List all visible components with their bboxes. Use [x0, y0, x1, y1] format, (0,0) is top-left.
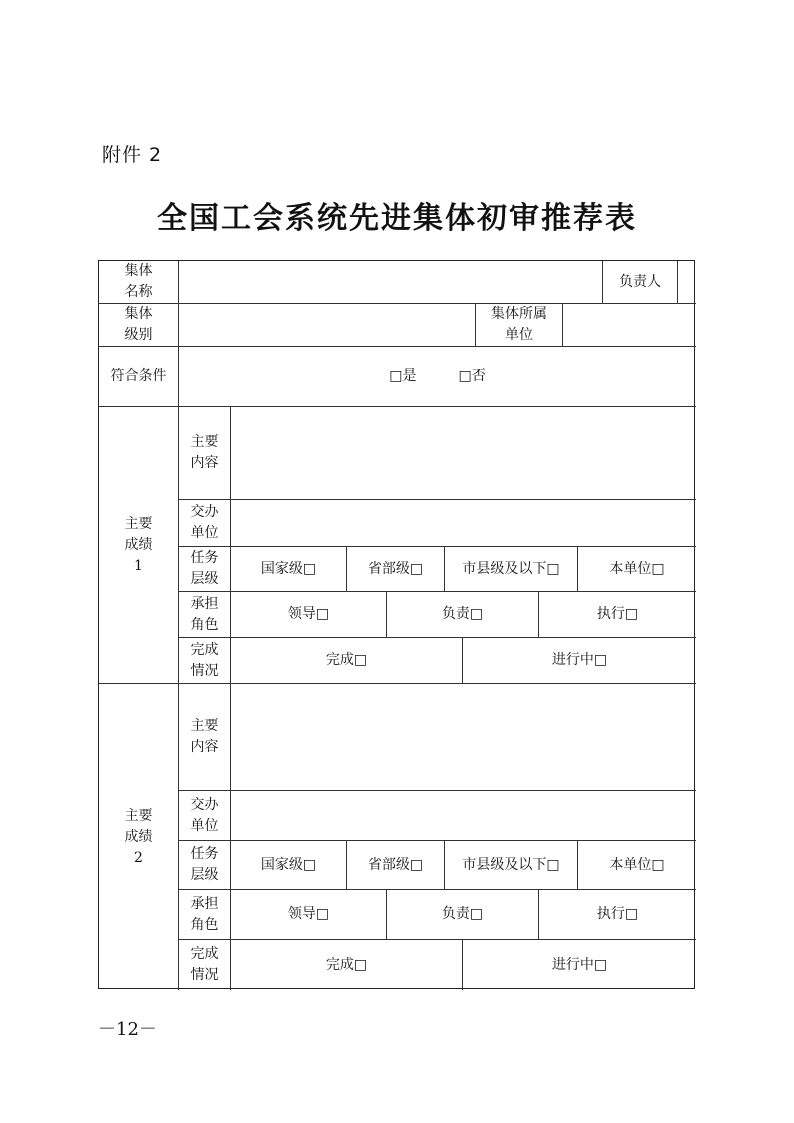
- achievement-1-assigning-unit-label: 交办 单位: [179, 500, 231, 547]
- achievement-2-task-level-national[interactable]: 国家级□: [231, 841, 347, 890]
- achievement-1-task-level-own-unit[interactable]: 本单位□: [578, 547, 696, 592]
- achievement-1-label: 主要 成绩 1: [99, 407, 179, 684]
- attachment-label: 附件 2: [102, 144, 163, 166]
- affiliation-label: 集体所属 单位: [476, 304, 563, 347]
- leader-label: 负责人: [603, 261, 678, 304]
- achievement-2-status-label: 完成 情况: [179, 940, 231, 990]
- achievement-1-status-complete[interactable]: 完成□: [231, 638, 463, 684]
- achievement-2-assigning-unit-field[interactable]: [231, 791, 696, 841]
- achievement-2-task-level-label: 任务 层级: [179, 841, 231, 890]
- achievement-2-task-level-own-unit[interactable]: 本单位□: [578, 841, 696, 890]
- group-level-label: 集体 级别: [99, 304, 179, 347]
- achievement-2-role-execute[interactable]: 执行□: [539, 890, 696, 940]
- achievement-1-content-label: 主要 内容: [179, 407, 231, 500]
- group-level-field[interactable]: [179, 304, 476, 347]
- achievement-1-role-lead[interactable]: 领导□: [231, 592, 387, 638]
- recommendation-form: [98, 260, 695, 989]
- achievement-1-status-label: 完成 情况: [179, 638, 231, 684]
- achievement-2-status-complete[interactable]: 完成□: [231, 940, 463, 990]
- achievement-2-task-level-provincial[interactable]: 省部级□: [347, 841, 445, 890]
- achievement-2-role-responsible[interactable]: 负责□: [387, 890, 539, 940]
- eligibility-options[interactable]: □是 □否: [179, 347, 696, 407]
- achievement-2-content-label: 主要 内容: [179, 684, 231, 791]
- achievement-1-task-level-national[interactable]: 国家级□: [231, 547, 347, 592]
- affiliation-field[interactable]: [563, 304, 696, 347]
- achievement-1-status-in-progress[interactable]: 进行中□: [463, 638, 696, 684]
- achievement-1-task-level-label: 任务 层级: [179, 547, 231, 592]
- achievement-2-task-level-city-county[interactable]: 市县级及以下□: [445, 841, 578, 890]
- achievement-1-assigning-unit-field[interactable]: [231, 500, 696, 547]
- achievement-2-assigning-unit-label: 交办 单位: [179, 791, 231, 841]
- leader-field[interactable]: [678, 261, 696, 304]
- achievement-2-role-lead[interactable]: 领导□: [231, 890, 387, 940]
- achievement-1-task-level-provincial[interactable]: 省部级□: [347, 547, 445, 592]
- achievement-1-content-field[interactable]: [231, 407, 696, 500]
- achievement-2-content-field[interactable]: [231, 684, 696, 791]
- achievement-2-role-label: 承担 角色: [179, 890, 231, 940]
- page-title: 全国工会系统先进集体初审推荐表: [157, 201, 637, 236]
- achievement-2-status-in-progress[interactable]: 进行中□: [551, 956, 608, 973]
- achievement-1-role-label: 承担 角色: [179, 592, 231, 638]
- page-number: －12－: [98, 1019, 157, 1040]
- eligibility-label: 符合条件: [99, 347, 179, 407]
- achievement-2-label: 主要 成绩 2: [99, 684, 179, 990]
- group-name-field[interactable]: [179, 261, 603, 304]
- achievement-1-role-execute[interactable]: 执行□: [539, 592, 696, 638]
- achievement-1-role-responsible[interactable]: 负责□: [387, 592, 539, 638]
- group-name-label: 集体 名称: [99, 261, 179, 304]
- achievement-1-task-level-city-county[interactable]: 市县级及以下□: [445, 547, 578, 592]
